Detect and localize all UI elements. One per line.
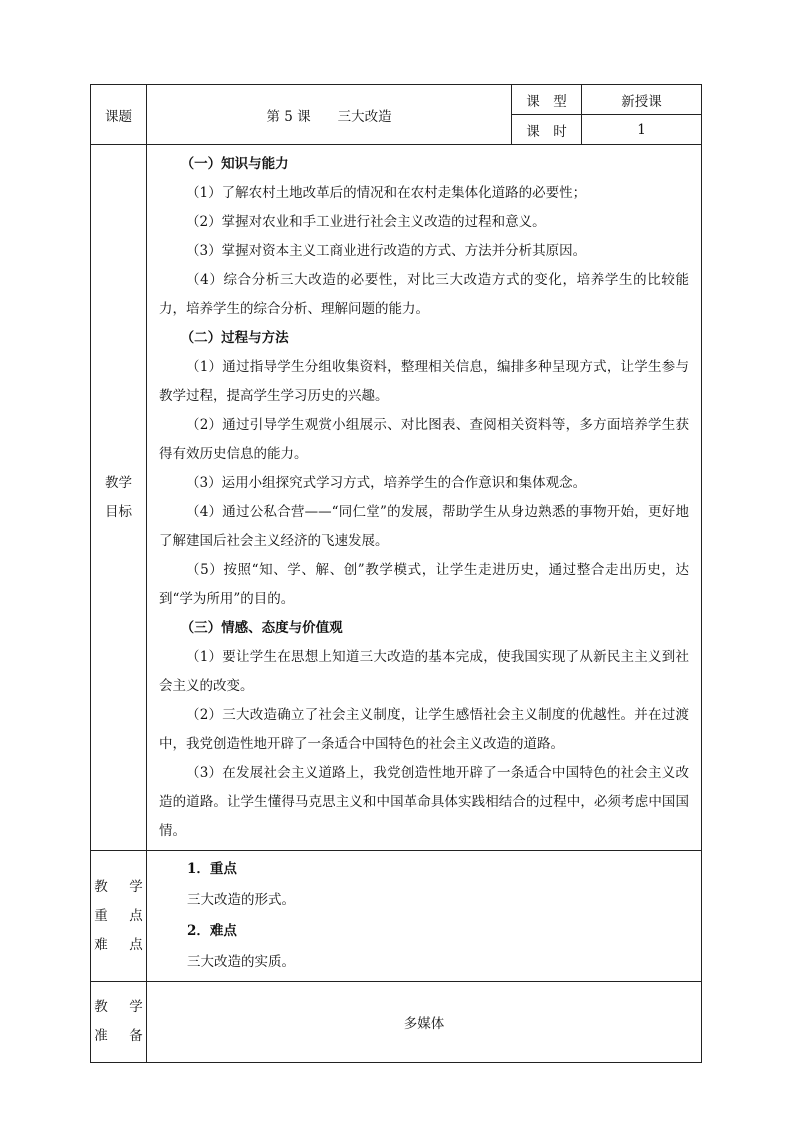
objectives-item: （4）通过公私合营——“同仁堂”的发展，帮助学生从身边熟悉的事物开始，更好地了解建国后社会主义经济的飞速发展。 (159, 504, 689, 549)
key-points-label-line: 重点 (94, 907, 165, 924)
objectives-content (147, 145, 702, 851)
difficult-point-text: 三大改造的实质。 (187, 954, 295, 970)
objectives-label-line: 教学 (105, 474, 132, 491)
key-point-heading: 1．重点 (187, 861, 237, 877)
lesson-type-label: 课 型 (512, 85, 582, 115)
objectives-section-heading: （三）情感、态度与价值观 (180, 620, 343, 636)
objectives-item: （2）通过引导学生观赏小组展示、对比图表、查阅相关资料等，多方面培养学生获得有效历史信息的能力。 (159, 417, 689, 462)
objectives-item: （5）按照“知、学、解、创”教学模式，让学生走进历史，通过整合走出历史，达到“学为所用”的目的。 (159, 562, 689, 607)
key-points-label-line: 难点 (94, 936, 165, 953)
lesson-plan-table (90, 84, 702, 1063)
objectives-item: （3）掌握对资本主义工商业进行改造的方式、方法并分析其原因。 (186, 243, 587, 259)
lesson-title: 第 5 课 三大改造 (147, 85, 512, 145)
lesson-hours-value: 1 (582, 115, 702, 145)
subject-label: 课题 (91, 85, 147, 145)
objectives-item: （4）综合分析三大改造的必要性，对比三大改造方式的变化，培养学生的比较能力，培养学生的综合分析、理解问题的能力。 (159, 272, 689, 317)
preparation-label-line: 准备 (94, 1028, 165, 1044)
difficult-point-heading: 2．难点 (187, 923, 237, 939)
objectives-label (91, 145, 147, 851)
objectives-label-line: 目标 (105, 503, 132, 520)
objectives-item: （1）要让学生在思想上知道三大改造的基本完成，使我国实现了从新民主主义到社会主义的改变。 (159, 649, 689, 694)
key-points-label (91, 851, 165, 982)
objectives-section-heading: （一）知识与能力 (180, 156, 289, 172)
key-points-content (147, 851, 702, 982)
key-points-label-line: 教学 (94, 878, 165, 895)
objectives-item: （2）掌握对农业和手工业进行社会主义改造的过程和意义。 (186, 214, 546, 230)
lesson-type-value: 新授课 (582, 85, 702, 115)
key-point-text: 三大改造的形式。 (187, 892, 295, 908)
lesson-hours-label: 课 时 (512, 115, 582, 145)
objectives-section-heading: （二）过程与方法 (180, 330, 289, 346)
objectives-item: （3）在发展社会主义道路上，我党创造性地开辟了一条适合中国特色的社会主义改造的道路。让学生懂得马克思主义和中国革命具体实践相结合的过程中，必须考虑中国国情。 (159, 765, 689, 839)
preparation-label (91, 982, 165, 1063)
objectives-item: （1）通过指导学生分组收集资料，整理相关信息，编排多种呈现方式，让学生参与教学过程，提高学生学习历史的兴趣。 (159, 359, 689, 404)
preparation-value: 多媒体 (147, 982, 702, 1063)
objectives-item: （2）三大改造确立了社会主义制度，让学生感悟社会主义制度的优越性。并在过渡中，我党创造性地开辟了一条适合中国特色的社会主义改造的道路。 (159, 707, 689, 752)
preparation-label-line: 教学 (94, 999, 165, 1015)
objectives-item: （1）了解农村土地改革后的情况和在农村走集体化道路的必要性； (186, 185, 587, 201)
objectives-item: （3）运用小组探究式学习方式，培养学生的合作意识和集体观念。 (186, 475, 587, 491)
